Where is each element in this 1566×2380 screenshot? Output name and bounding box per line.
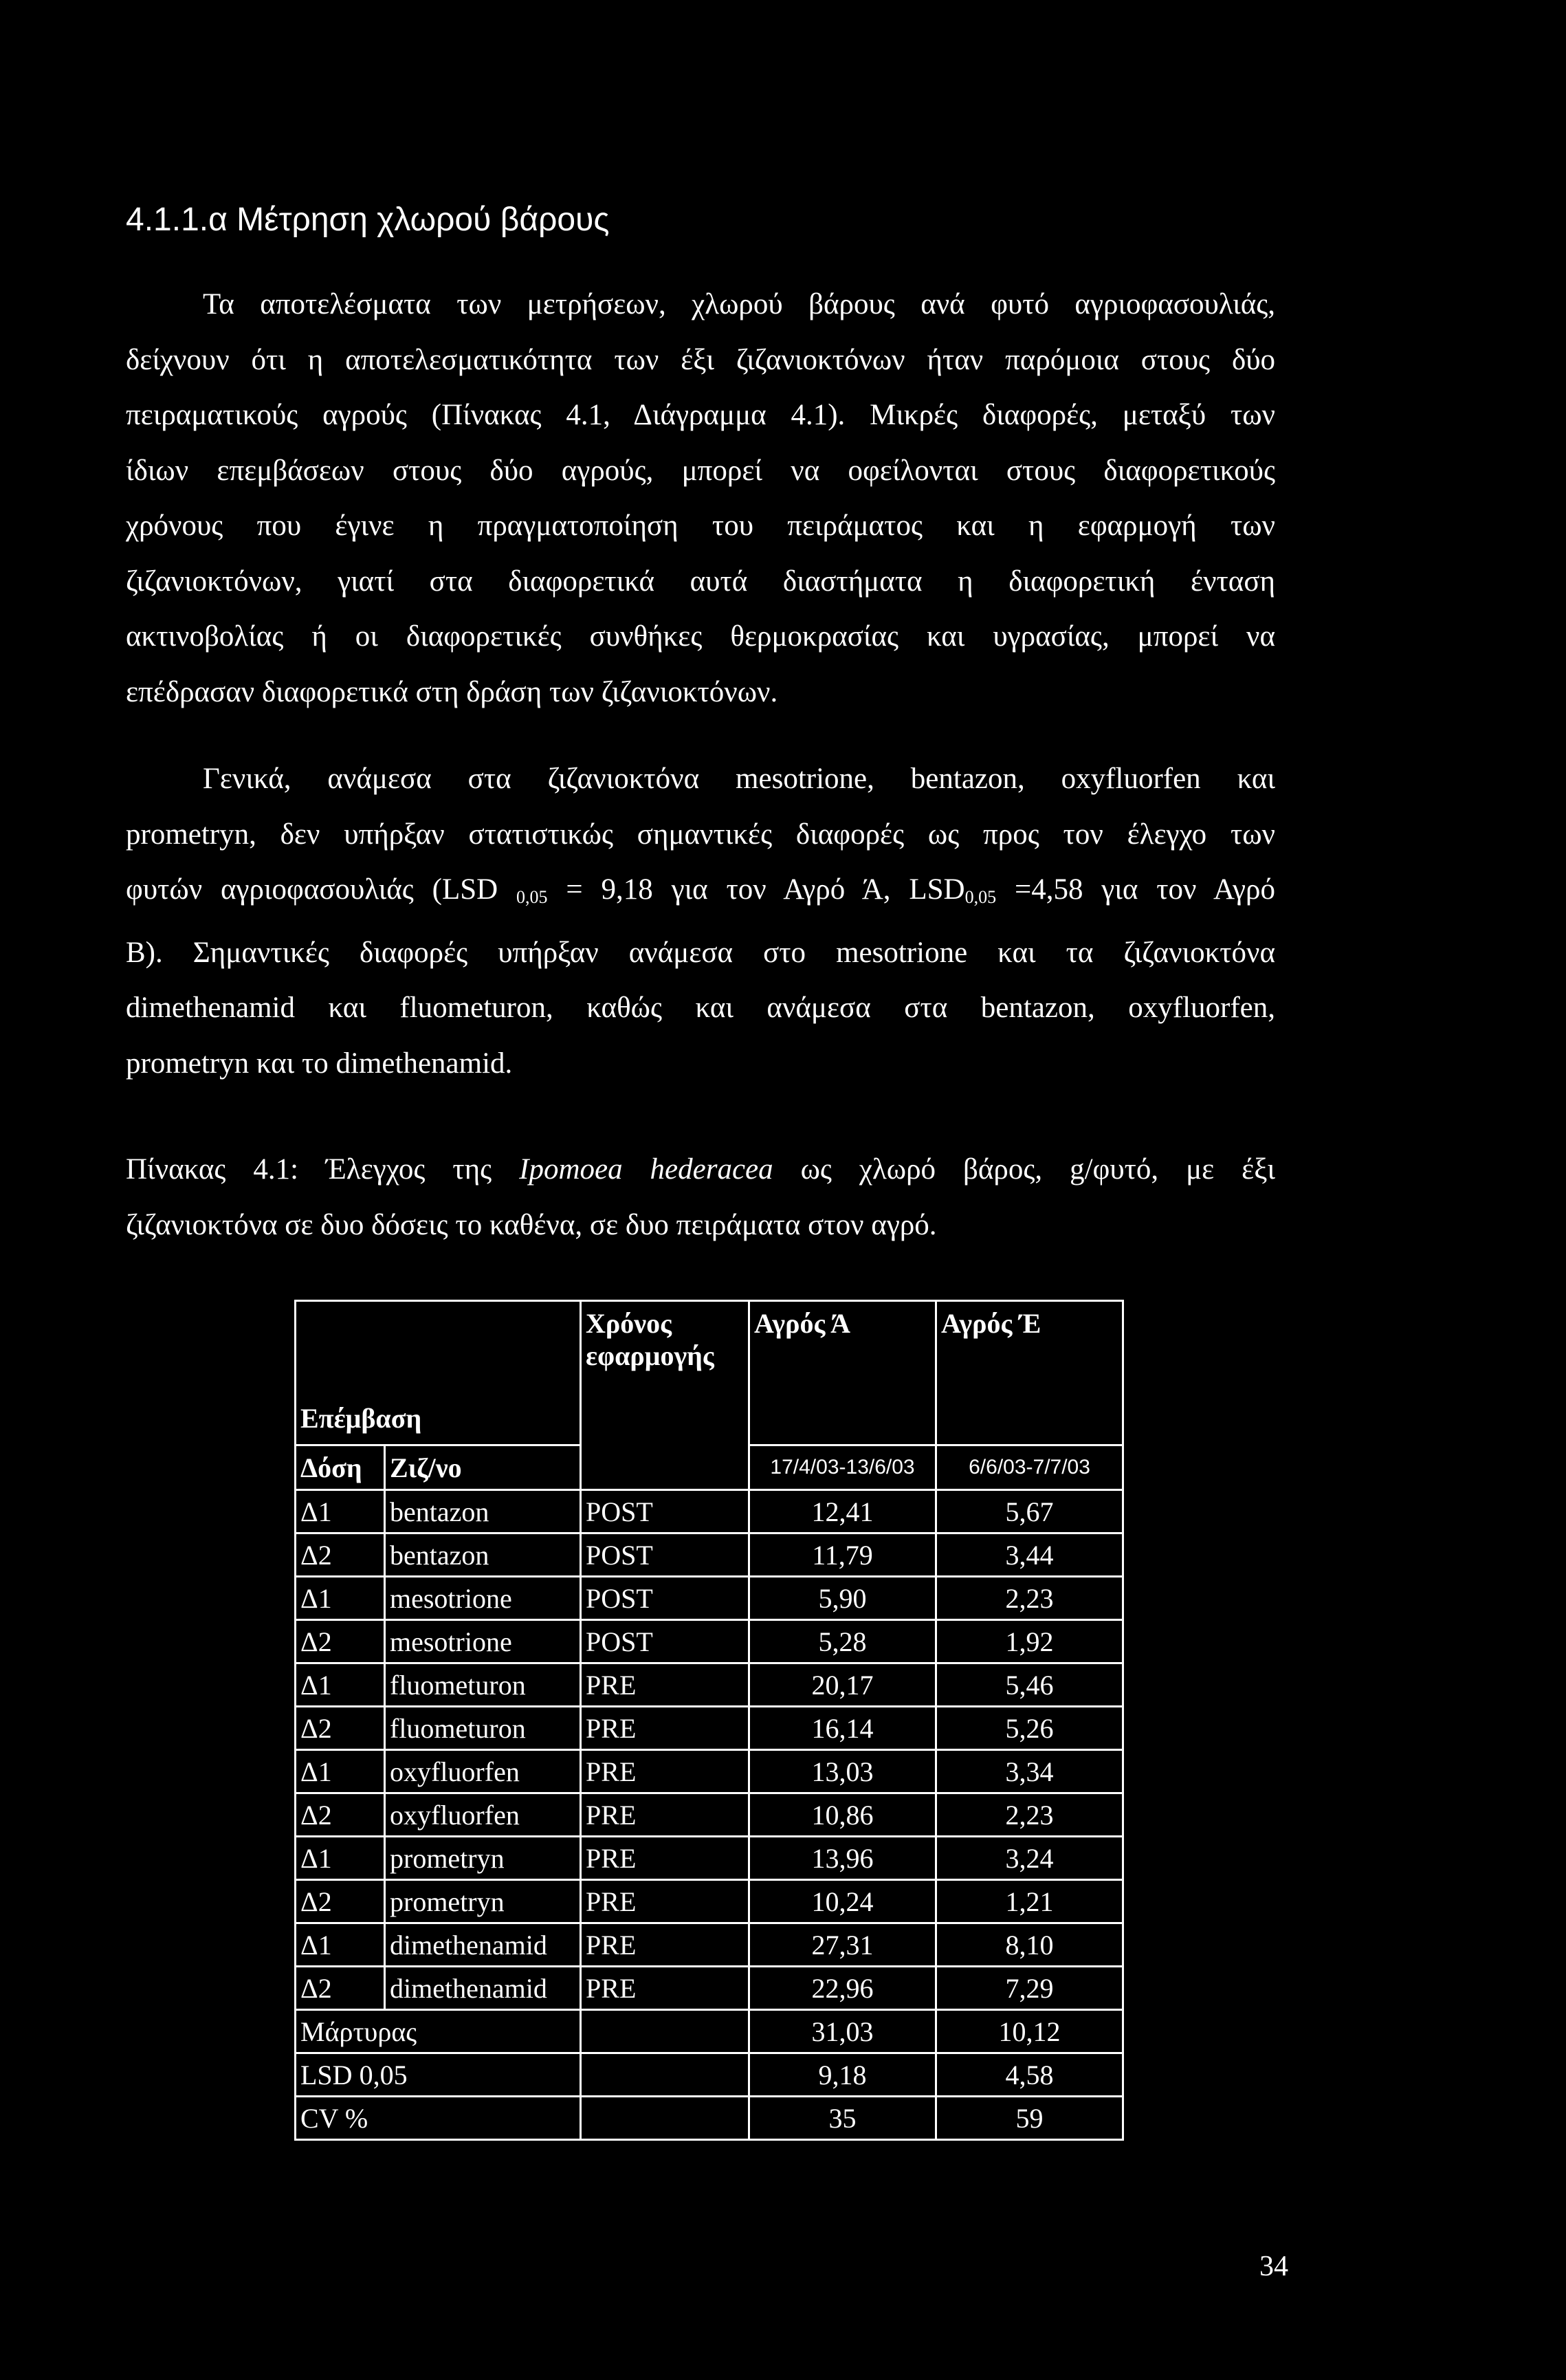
cell-application-time: POST (581, 1577, 749, 1620)
cell-herbicide: prometryn (385, 1880, 581, 1923)
header-application-time (581, 1301, 749, 1490)
header-dates-a: 17/4/03-13/6/03 (749, 1445, 936, 1490)
caption-text-b: ως χλωρό βάρος, g/φυτό, με έξι (773, 1153, 1275, 1186)
paragraph-1-line (126, 277, 1275, 333)
paragraph-2-line: prometryn και το dimethenamid. (126, 1047, 513, 1080)
cell-field-a: 10,24 (749, 1880, 936, 1923)
cell-field-a: 16,14 (749, 1707, 936, 1750)
cell-application-time: PRE (581, 1967, 749, 2010)
paragraph-2 (126, 752, 1275, 1091)
cell-dose: Δ1 (296, 1750, 385, 1793)
cell-dose: Δ1 (296, 1837, 385, 1880)
cell-dose: Δ2 (296, 1620, 385, 1663)
table-body (296, 1490, 1123, 2140)
cell-application-time: POST (581, 1533, 749, 1577)
cell-field-b: 59 (936, 2097, 1123, 2140)
paragraph-1-line: ακτινοβολίας ή οι διαφορετικές συνθήκες θερμοκρασίας και υγρασίας, μπορεί να (126, 620, 1275, 653)
table-row (296, 1577, 1123, 1620)
cell-herbicide: dimethenamid (385, 1923, 581, 1967)
header-herbicide: Ζιζ/νο (385, 1445, 581, 1490)
cell-field-b: 4,58 (936, 2053, 1123, 2097)
cell-dose: Δ1 (296, 1663, 385, 1707)
cell-application-time: PRE (581, 1923, 749, 1967)
table-caption (126, 1142, 1275, 1253)
cell-dose: Δ1 (296, 1577, 385, 1620)
page-number: 34 (1259, 2251, 1288, 2282)
cell-field-b: 2,23 (936, 1793, 1123, 1837)
table-row (296, 1793, 1123, 1837)
cell-herbicide: bentazon (385, 1533, 581, 1577)
paragraph-1 (126, 277, 1275, 720)
table-row (296, 1880, 1123, 1923)
cell-field-a: 13,03 (749, 1750, 936, 1793)
paragraph-1-line: χρόνους που έγινε η πραγματοποίηση του πειράματος και η εφαρμογή των (126, 510, 1275, 542)
cell-field-a: 11,79 (749, 1533, 936, 1577)
paragraph-2-line (126, 752, 1275, 807)
cell-field-b: 3,34 (936, 1750, 1123, 1793)
cell-summary-empty (581, 2053, 749, 2097)
paragraph-1-line-text: Τα αποτελέσματα των μετρήσεων, χλωρού βάρους ανά φυτό αγριοφασουλιάς, (203, 288, 1275, 320)
cell-dose: Δ2 (296, 1880, 385, 1923)
cell-field-a: 5,90 (749, 1577, 936, 1620)
cell-field-a: 35 (749, 2097, 936, 2140)
table-row (296, 1750, 1123, 1793)
cell-herbicide: bentazon (385, 1490, 581, 1533)
caption-text-a: Πίνακας 4.1: Έλεγχος της (126, 1153, 520, 1186)
cell-herbicide: prometryn (385, 1837, 581, 1880)
cell-field-b: 10,12 (936, 2010, 1123, 2053)
cell-summary-empty (581, 2010, 749, 2053)
cell-herbicide: fluometuron (385, 1707, 581, 1750)
header-dose: Δόση (296, 1445, 385, 1490)
table-row (296, 1707, 1123, 1750)
cell-field-a: 22,96 (749, 1967, 936, 2010)
cell-dose: Δ2 (296, 1793, 385, 1837)
table-summary-row (296, 2010, 1123, 2053)
header-application-time-1: Χρόνος (586, 1308, 672, 1339)
cell-dose: Δ2 (296, 1533, 385, 1577)
cell-dose: Δ2 (296, 1967, 385, 2010)
cell-field-b: 2,23 (936, 1577, 1123, 1620)
cell-application-time: PRE (581, 1707, 749, 1750)
paragraph-1-line: δείχνουν ότι η αποτελεσματικότητα των έξι ζιζανιοκτόνων ήταν παρόμοια στους δύο (126, 343, 1275, 376)
cell-field-a: 9,18 (749, 2053, 936, 2097)
cell-field-b: 5,26 (936, 1707, 1123, 1750)
caption-species: Ipomoea hederacea (519, 1153, 773, 1186)
table-row (296, 1490, 1123, 1533)
cell-field-b: 5,67 (936, 1490, 1123, 1533)
cell-field-b: 1,21 (936, 1880, 1123, 1923)
lsd-text-b: = 9,18 για τον Αγρό Ά, LSD (547, 873, 965, 906)
table-summary-row (296, 2053, 1123, 2097)
caption-line (126, 1142, 1275, 1198)
cell-field-b: 7,29 (936, 1967, 1123, 2010)
paragraph-2-line: prometryn, δεν υπήρξαν στατιστικώς σημαντικές διαφορές ως προς τον έλεγχο των (126, 818, 1275, 851)
cell-herbicide: dimethenamid (385, 1967, 581, 2010)
lsd-subscript-b: 0,05 (964, 887, 997, 907)
table-summary-row (296, 2097, 1123, 2140)
cell-herbicide: oxyfluorfen (385, 1750, 581, 1793)
section-title: 4.1.1.α Μέτρηση χλωρού βάρους (126, 201, 610, 238)
lsd-subscript-a: 0,05 (516, 887, 548, 907)
lsd-text-c: =4,58 για τον Αγρό (996, 873, 1275, 906)
table-row (296, 1533, 1123, 1577)
table-row (296, 1967, 1123, 2010)
cell-herbicide: mesotrione (385, 1577, 581, 1620)
header-field-a: Αγρός Ά (749, 1301, 936, 1445)
cell-dose: Δ2 (296, 1707, 385, 1750)
paragraph-2-line (126, 862, 1275, 926)
cell-field-a: 20,17 (749, 1663, 936, 1707)
paragraph-2-line: Β). Σημαντικές διαφορές υπήρξαν ανάμεσα στο mesotrione και τα ζιζανιοκτόνα (126, 936, 1275, 969)
cell-application-time: PRE (581, 1663, 749, 1707)
cell-dose: Δ1 (296, 1490, 385, 1533)
header-application-time-2: εφαρμογής (586, 1340, 714, 1371)
header-field-b: Αγρός Έ (936, 1301, 1123, 1445)
cell-herbicide: fluometuron (385, 1663, 581, 1707)
results-table (294, 1300, 1124, 2141)
table-header-row (296, 1301, 1123, 1445)
cell-field-b: 8,10 (936, 1923, 1123, 1967)
cell-field-a: 5,28 (749, 1620, 936, 1663)
paragraph-1-line: πειραματικούς αγρούς (Πίνακας 4.1, Διάγραμμα 4.1). Μικρές διαφορές, μεταξύ των (126, 399, 1275, 431)
paragraph-1-line: ζιζανιοκτόνων, γιατί στα διαφορετικά αυτά διαστήματα η διαφορετική ένταση (126, 565, 1275, 598)
cell-herbicide: mesotrione (385, 1620, 581, 1663)
cell-field-a: 13,96 (749, 1837, 936, 1880)
caption-line: ζιζανιοκτόνα σε δυο δόσεις το καθένα, σε δυο πειράματα στον αγρό. (126, 1208, 937, 1241)
cell-application-time: PRE (581, 1837, 749, 1880)
cell-summary-label: Μάρτυρας (296, 2010, 581, 2053)
cell-field-a: 31,03 (749, 2010, 936, 2053)
cell-application-time: POST (581, 1490, 749, 1533)
header-dates-b: 6/6/03-7/7/03 (936, 1445, 1123, 1490)
cell-application-time: PRE (581, 1793, 749, 1837)
table-row (296, 1923, 1123, 1967)
paragraph-2-line-text: Γενικά, ανάμεσα στα ζιζανιοκτόνα mesotrione, bentazon, oxyfluorfen και (203, 763, 1275, 795)
cell-dose: Δ1 (296, 1923, 385, 1967)
cell-summary-empty (581, 2097, 749, 2140)
table-row (296, 1620, 1123, 1663)
cell-field-b: 3,44 (936, 1533, 1123, 1577)
cell-field-a: 10,86 (749, 1793, 936, 1837)
cell-summary-label: CV % (296, 2097, 581, 2140)
lsd-text-a: φυτών αγριοφασουλιάς (LSD (126, 873, 517, 906)
cell-field-b: 5,46 (936, 1663, 1123, 1707)
paragraph-1-line: ίδιων επεμβάσεων στους δύο αγρούς, μπορεί να οφείλονται στους διαφορετικούς (126, 454, 1275, 487)
paragraph-2-line: dimethenamid και fluometuron, καθώς και ανάμεσα στα bentazon, oxyfluorfen, (126, 992, 1275, 1024)
cell-application-time: PRE (581, 1880, 749, 1923)
cell-field-a: 27,31 (749, 1923, 936, 1967)
cell-field-b: 3,24 (936, 1837, 1123, 1880)
cell-field-b: 1,92 (936, 1620, 1123, 1663)
cell-summary-label: LSD 0,05 (296, 2053, 581, 2097)
cell-herbicide: oxyfluorfen (385, 1793, 581, 1837)
cell-application-time: PRE (581, 1750, 749, 1793)
cell-field-a: 12,41 (749, 1490, 936, 1533)
cell-application-time: POST (581, 1620, 749, 1663)
table-row (296, 1837, 1123, 1880)
paragraph-1-line: επέδρασαν διαφορετικά στη δράση των ζιζανιοκτόνων. (126, 675, 778, 708)
header-treatment: Επέμβαση (296, 1301, 581, 1445)
table-row (296, 1663, 1123, 1707)
